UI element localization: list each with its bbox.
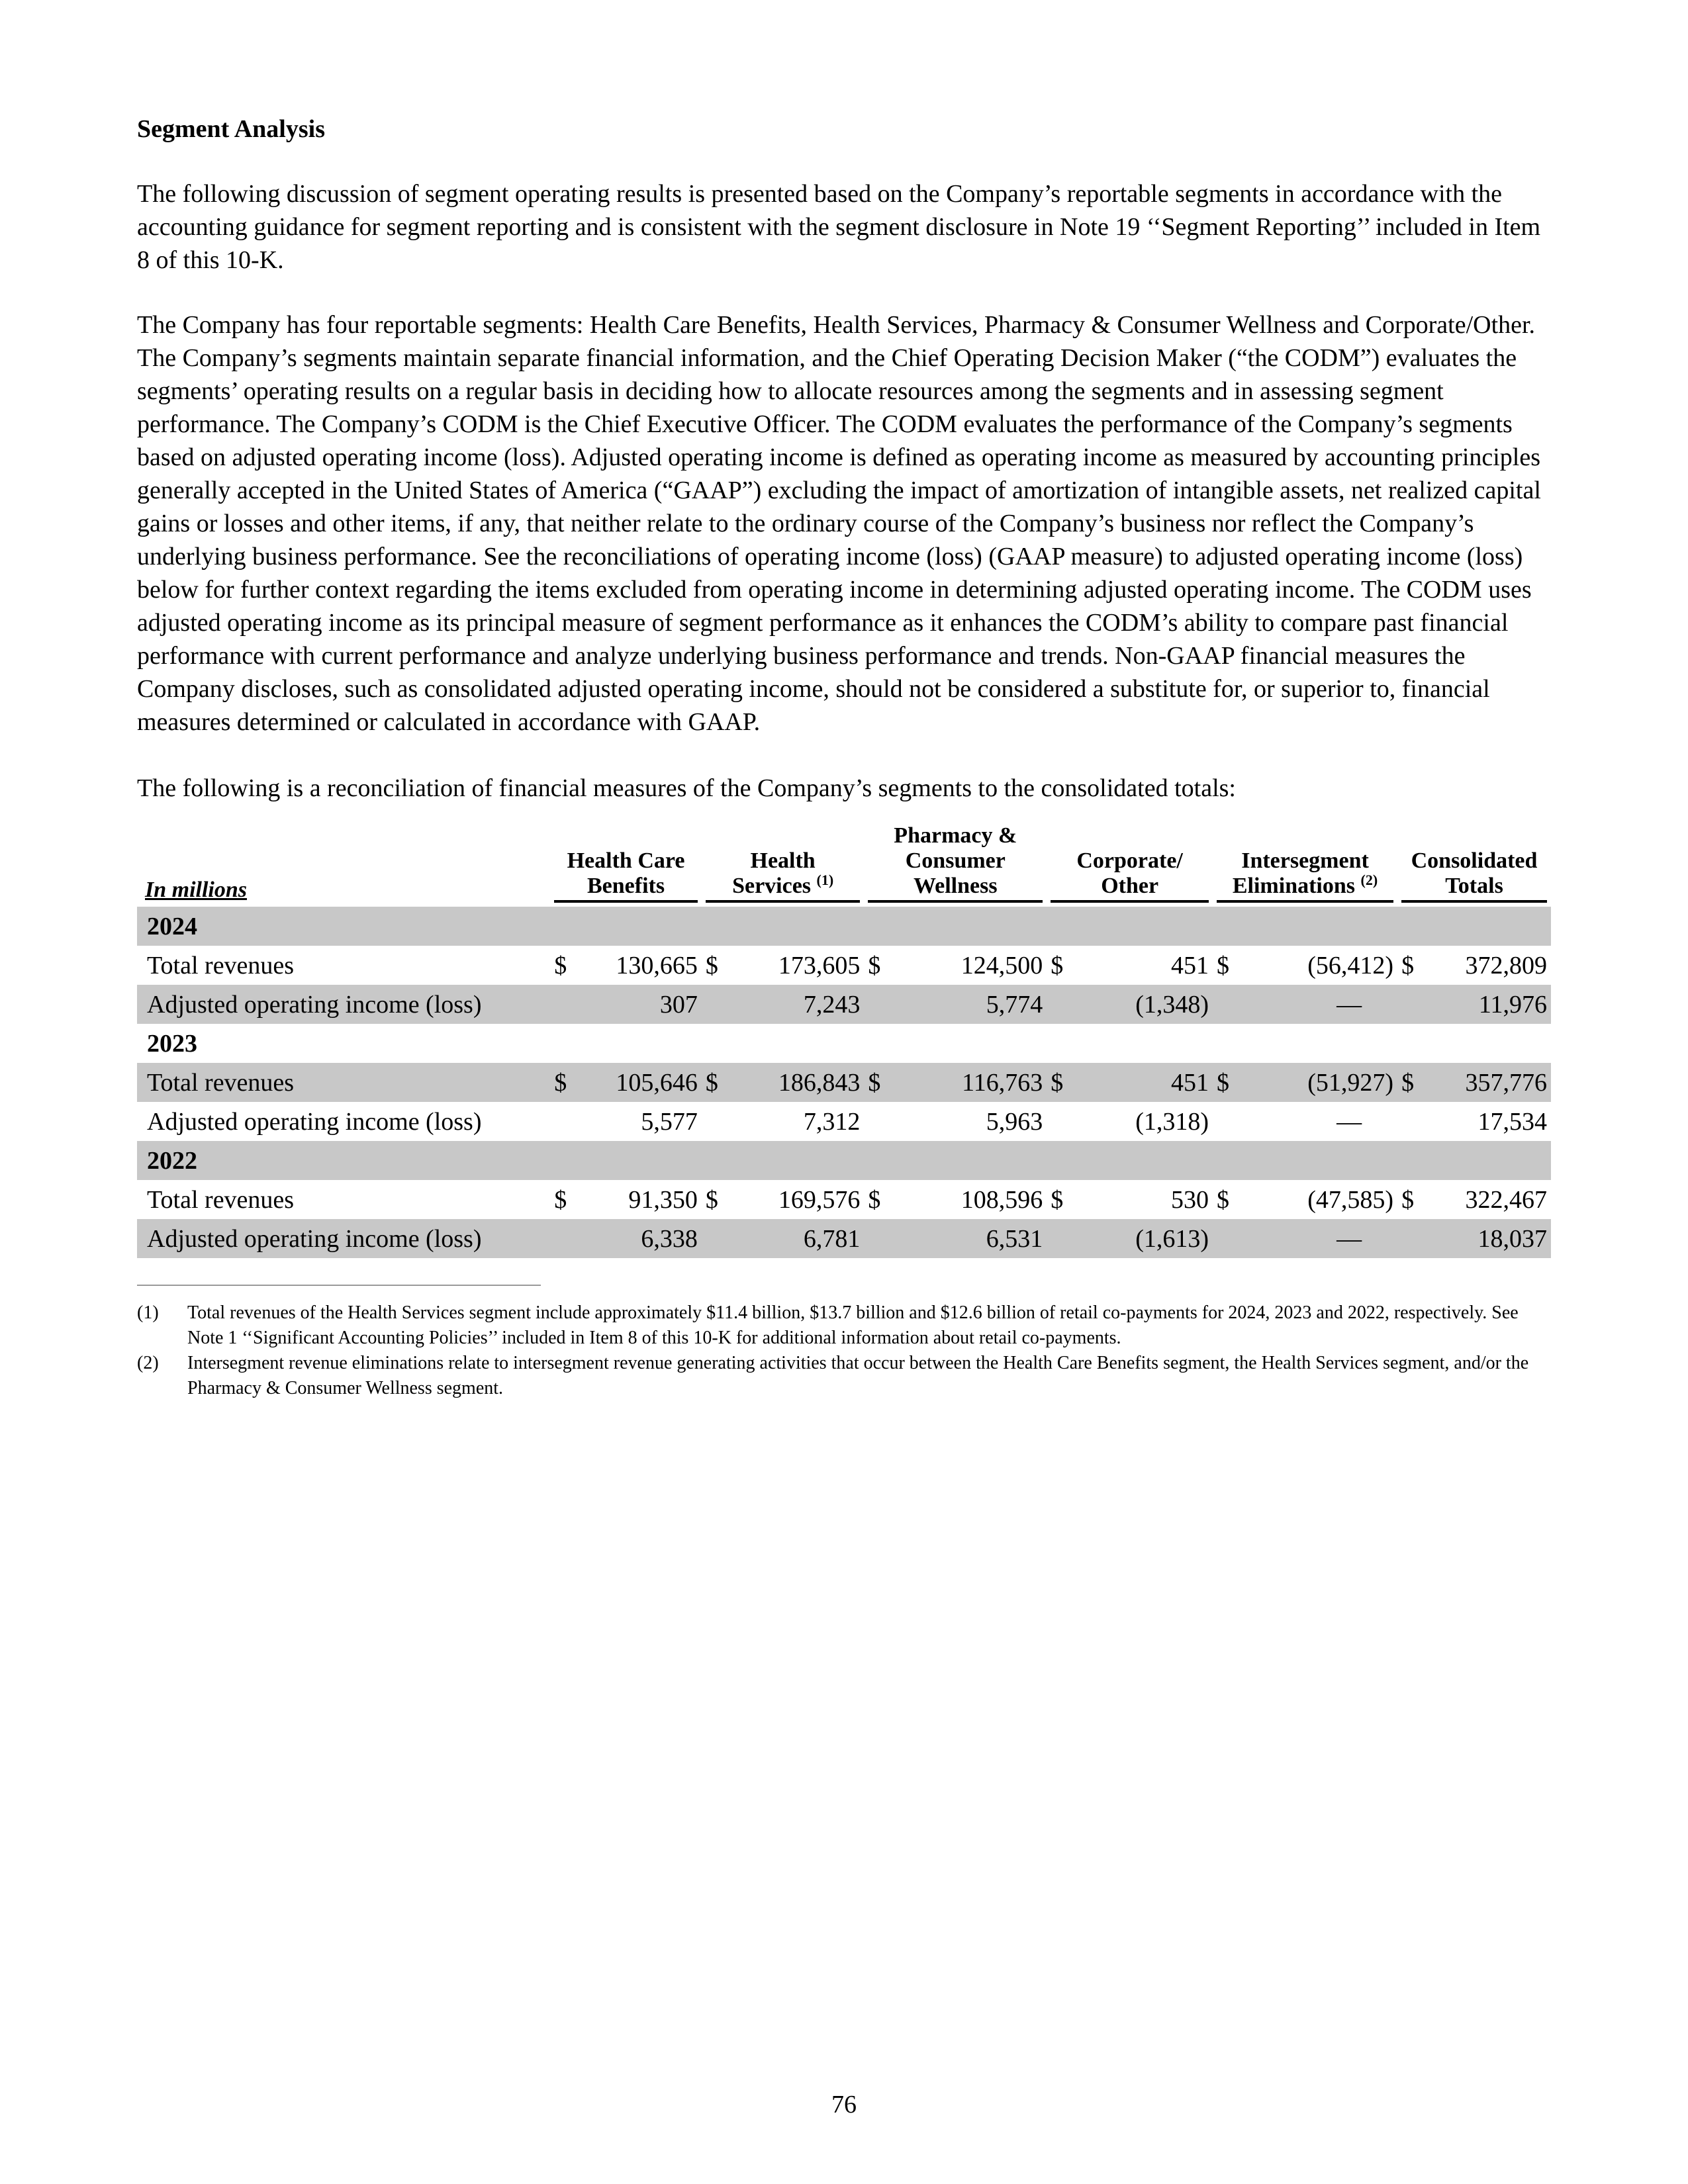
footnote-2	[137, 1351, 1551, 1401]
cell-value: 173,605	[778, 951, 861, 979]
column-header-intersegment-eliminations: Intersegment Eliminations $^{(2)}$	[1213, 823, 1397, 907]
cell-value: 372,809	[1465, 951, 1547, 979]
cell-value: 322,467	[1465, 1185, 1547, 1214]
footnote-ref-2: (2)	[1360, 872, 1378, 888]
label-header: In millions	[145, 878, 248, 902]
currency-symbol	[702, 1102, 732, 1141]
cell-value: 169,576	[778, 1185, 861, 1214]
cell-value: 124,500	[961, 951, 1043, 979]
segment-table	[137, 823, 1551, 1258]
cell-value: 17,534	[1477, 1107, 1547, 1136]
cell-value: (51,927)	[1243, 1063, 1397, 1102]
currency-symbol: $	[1217, 1185, 1229, 1214]
currency-symbol	[550, 1219, 581, 1258]
column-header-corporate-other: Corporate/ Other	[1047, 823, 1213, 907]
cell-value: 5,577	[641, 1107, 698, 1136]
currency-symbol	[1397, 985, 1428, 1024]
cell-value: —	[1243, 985, 1397, 1024]
cell-value: 91,350	[628, 1185, 698, 1214]
currency-symbol	[550, 985, 581, 1024]
currency-symbol: $	[868, 1185, 881, 1214]
currency-symbol: $	[550, 1063, 581, 1102]
row-label: Adjusted operating income (loss)	[147, 1107, 482, 1136]
cell-value: 451	[1077, 1063, 1213, 1102]
currency-symbol	[550, 1102, 581, 1141]
page-number: 76	[831, 2091, 857, 2118]
cell-value: (1,318)	[1135, 1107, 1209, 1136]
paragraph-2: The Company has four reportable segments: Health Care Benefits, Health Services, Pharmacy & Consumer Wellness and Corporate/Other. The Company’s segments maintain separate financial information, and the Chief Operating Decision Maker (“the CODM”) evaluates the segments’ operating results on a regular basis in deciding how to allocate resources among the segments and in assessing segment performance. The Company’s CODM is the Chief Executive Officer. The CODM evaluates the performance of the Company’s segments based on adjusted operating income (loss). Adjusted operating income is defined as operating income as measured by accounting principles generally accepted in the United States of America (“GAAP”) excluding the impact of amortization of intangible assets, net realized capital gains or losses and other items, if any, that neither relate to the ordinary course of the Company’s business nor reflect the Company’s underlying business performance. See the reconciliations of operating income (loss) (GAAP measure) to adjusted operating income (loss) below for further context regarding the items excluded from operating income in determining adjusted operating income. The CODM uses adjusted operating income as its principal measure of segment performance as it enhances the CODM’s ability to compare past financial performance with current performance and analyze underlying business performance and trends. Non-GAAP financial measures the Company discloses, such as consolidated adjusted operating income, should not be considered a substitute for, or superior to, financial measures determined or calculated in accordance with GAAP.	[137, 311, 1541, 736]
table-row	[137, 1063, 1551, 1102]
currency-symbol	[864, 985, 894, 1024]
table-row	[137, 1219, 1551, 1258]
footnote-marker: (1)	[137, 1302, 159, 1323]
currency-symbol: $	[702, 1063, 732, 1102]
currency-symbol: $	[554, 1185, 567, 1214]
currency-symbol: $	[554, 951, 567, 979]
currency-symbol	[1213, 985, 1243, 1024]
currency-symbol	[702, 1219, 732, 1258]
year-header-row	[137, 1141, 1551, 1180]
row-label: Total revenues	[147, 1185, 295, 1214]
cell-value: (1,613)	[1077, 1219, 1213, 1258]
cell-value: 7,243	[732, 985, 864, 1024]
cell-value: 307	[581, 985, 702, 1024]
currency-symbol: $	[1397, 1063, 1428, 1102]
cell-value: 6,531	[895, 1219, 1047, 1258]
footnote-1	[137, 1300, 1551, 1351]
row-label: Adjusted operating income (loss)	[137, 1219, 550, 1258]
year-label: 2023	[147, 1029, 197, 1058]
currency-symbol: $	[1401, 1185, 1415, 1214]
column-header-health-services: Health Services $^{(1)}$	[702, 823, 864, 907]
column-header-pharmacy-consumer-wellness: Pharmacy & Consumer Wellness	[864, 823, 1047, 907]
footnote-marker: (2)	[137, 1353, 159, 1373]
cell-value: (56,412)	[1307, 951, 1394, 979]
currency-symbol	[1047, 1102, 1077, 1141]
footnote-divider	[137, 1285, 541, 1286]
currency-symbol: $	[1051, 1185, 1064, 1214]
currency-symbol: $	[864, 1063, 894, 1102]
table-header-row	[137, 823, 1551, 907]
row-label: Total revenues	[137, 1063, 550, 1102]
table-body	[137, 907, 1551, 1258]
cell-value: 5,963	[986, 1107, 1043, 1136]
cell-value: 357,776	[1428, 1063, 1551, 1102]
currency-symbol: $	[1047, 1063, 1077, 1102]
currency-symbol	[1047, 985, 1077, 1024]
currency-symbol	[1213, 1102, 1243, 1141]
paragraph-1: The following discussion of segment operating results is presented based on the Company’s reportable segments in accordance with the accounting guidance for segment reporting and is consistent with the segment disclosure in Note 19 ‘‘Segment Reporting’’ included in Item 8 of this 10-K.	[137, 180, 1541, 274]
currency-symbol: $	[1213, 1063, 1243, 1102]
year-header-row	[137, 907, 1551, 946]
cell-value: 186,843	[732, 1063, 864, 1102]
year-label: 2022	[137, 1141, 1551, 1180]
cell-value: 451	[1171, 951, 1209, 979]
section-heading: Segment Analysis	[137, 115, 325, 143]
currency-symbol	[702, 985, 732, 1024]
row-label: Total revenues	[147, 951, 295, 979]
table-row	[137, 1102, 1551, 1141]
cell-value: 105,646	[581, 1063, 702, 1102]
cell-value: 116,763	[895, 1063, 1047, 1102]
year-label: 2024	[137, 907, 1551, 946]
table-row	[137, 985, 1551, 1024]
cell-value: 130,665	[616, 951, 698, 979]
year-header-row	[137, 1024, 1551, 1063]
currency-symbol: $	[1401, 951, 1415, 979]
table-row	[137, 1180, 1551, 1219]
cell-value: 6,781	[732, 1219, 864, 1258]
column-header-health-care-benefits: Health Care Benefits	[550, 823, 702, 907]
cell-value: —	[1243, 1219, 1397, 1258]
currency-symbol	[1213, 1219, 1243, 1258]
currency-symbol	[1047, 1219, 1077, 1258]
column-header-consolidated-totals: Consolidated Totals	[1397, 823, 1551, 907]
cell-value: 530	[1171, 1185, 1209, 1214]
currency-symbol: $	[705, 1185, 718, 1214]
cell-value: —	[1336, 1107, 1362, 1136]
cell-value: 11,976	[1428, 985, 1551, 1024]
cell-value: (47,585)	[1307, 1185, 1394, 1214]
row-label: Adjusted operating income (loss)	[137, 985, 550, 1024]
table-intro: The following is a reconciliation of financial measures of the Company’s segments to the consolidated totals:	[137, 774, 1236, 802]
currency-symbol: $	[1217, 951, 1229, 979]
table-row	[137, 946, 1551, 985]
cell-value: (1,348)	[1077, 985, 1213, 1024]
footnote-ref-1: (1)	[816, 872, 834, 888]
footnote-text: Intersegment revenue eliminations relate to intersegment revenue generating activities that occur between the Health Care Benefits segment, the Health Services segment, and/or the Pharmacy & Consumer Wellness segment.	[187, 1353, 1529, 1398]
footnotes	[137, 1300, 1551, 1401]
currency-symbol: $	[1051, 951, 1064, 979]
currency-symbol	[1397, 1102, 1428, 1141]
cell-value: 7,312	[803, 1107, 861, 1136]
cell-value: 6,338	[581, 1219, 702, 1258]
currency-symbol: $	[868, 951, 881, 979]
cell-value: 108,596	[961, 1185, 1043, 1214]
footnote-text: Total revenues of the Health Services segment include approximately $11.4 billion, $13.7 billion and $12.6 billion of retail co-payments for 2024, 2023 and 2022, respectively. See Note 1 ‘‘Significant Accounting Policies’’ included in Item 8 of this 10-K for additional information about retail co-payments.	[187, 1302, 1519, 1348]
cell-value: 5,774	[895, 985, 1047, 1024]
currency-symbol	[864, 1219, 894, 1258]
currency-symbol	[1397, 1219, 1428, 1258]
currency-symbol	[864, 1102, 894, 1141]
document-page	[137, 113, 1551, 1401]
currency-symbol: $	[705, 951, 718, 979]
cell-value: 18,037	[1428, 1219, 1551, 1258]
